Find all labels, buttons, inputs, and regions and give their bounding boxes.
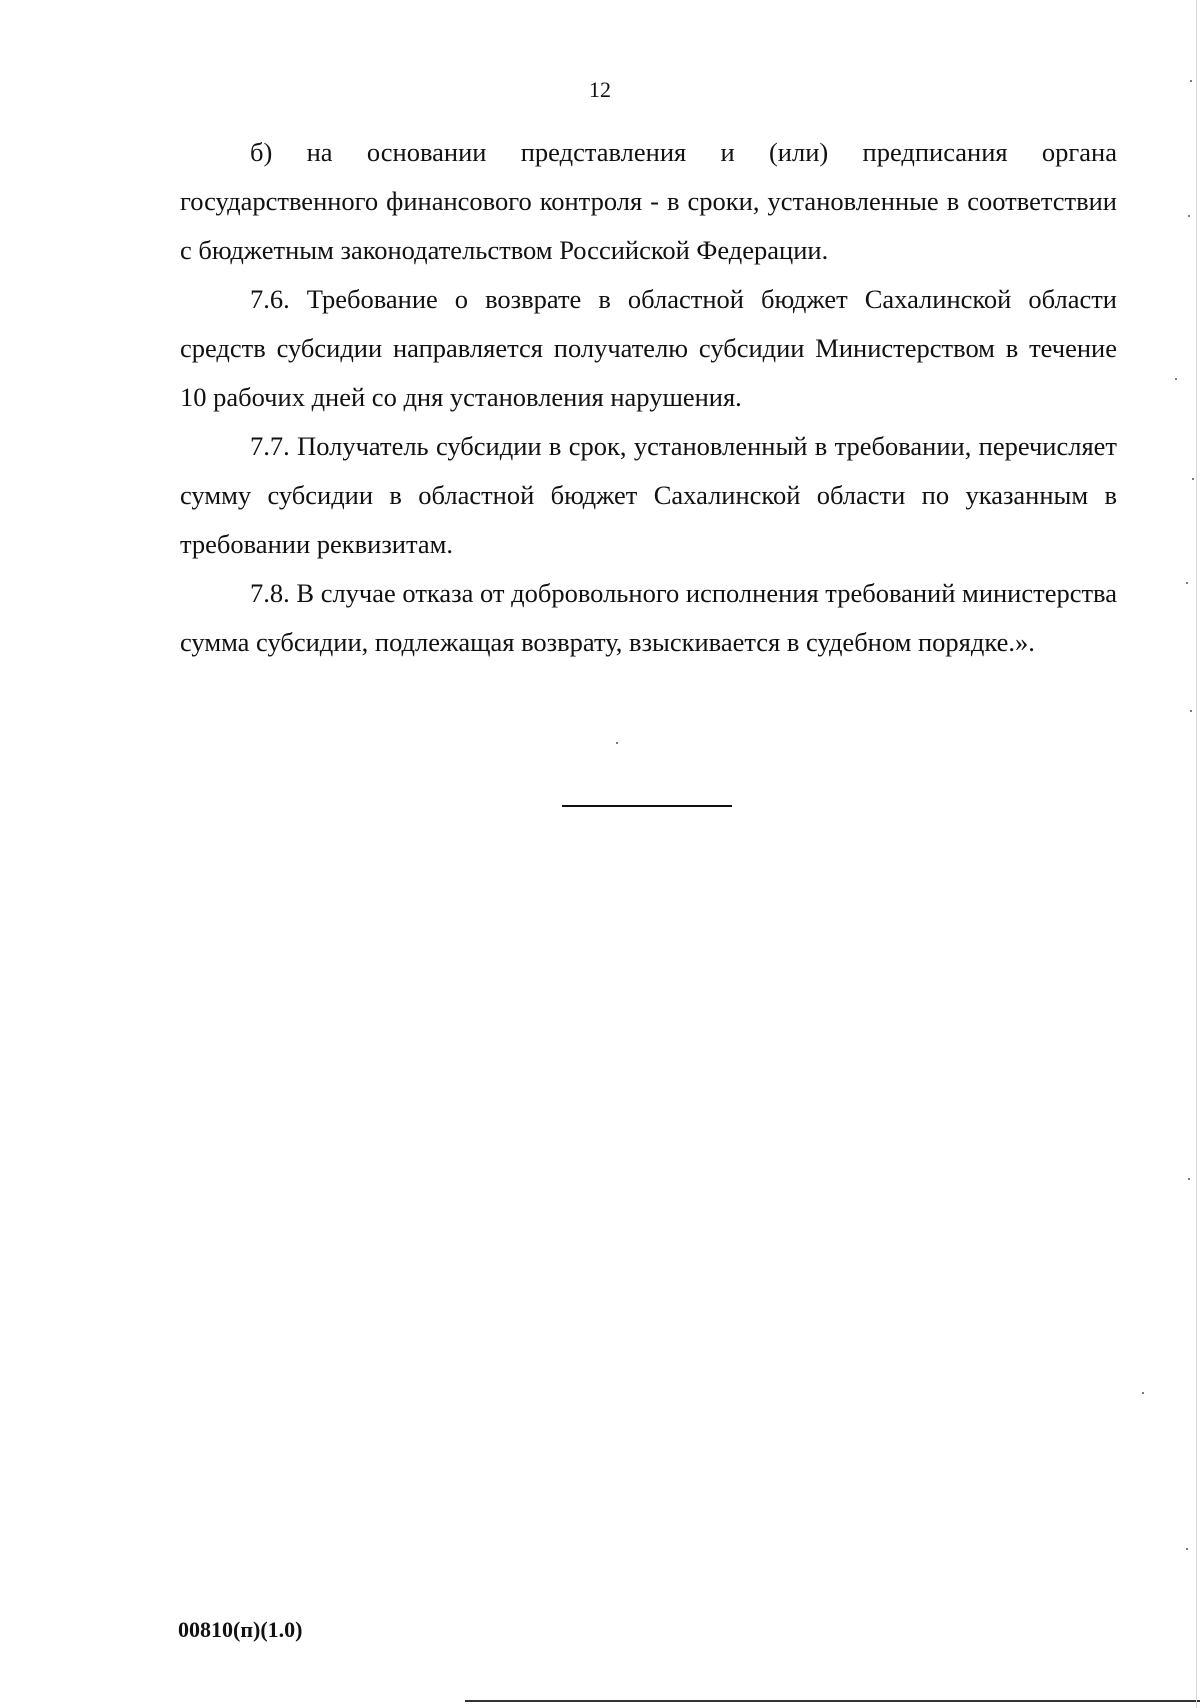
scan-speck — [616, 742, 618, 744]
scan-speck — [1186, 582, 1188, 584]
scan-right-edge — [1196, 0, 1197, 1708]
document-code: 00810(п)(1.0) — [178, 1617, 303, 1642]
scan-speck — [1190, 80, 1192, 82]
paragraph-7-6: 7.6. Требование о возврате в областной бюджет Сахалинской области средств субсидии направляется получателю субсидии Министерством в течение 10 рабочих дней со дня установления нарушения. — [180, 284, 1117, 412]
scan-speck — [1188, 1178, 1190, 1180]
page-number: 12 — [589, 77, 611, 102]
scan-speck — [1175, 378, 1177, 380]
paragraph-b: б) на основании представления и (или) предписания органа государственного финансового контроля - в сроки, установленные в соответствии с бюджетным законодательством Российской Федерации. — [180, 137, 1117, 265]
document-body — [180, 128, 1117, 667]
scan-bottom-edge — [465, 1700, 1200, 1702]
scan-speck — [1192, 478, 1194, 480]
scan-speck — [1190, 710, 1192, 712]
scan-speck — [1142, 1392, 1144, 1394]
paragraph-7-7: 7.7. Получатель субсидии в срок, установленный в требовании, перечисляет сумму субсидии в областной бюджет Сахалинской области по указанным в требовании реквизитам. — [180, 431, 1117, 559]
scan-speck — [1186, 1548, 1188, 1550]
closing-rule — [562, 805, 732, 807]
scan-speck — [1188, 215, 1190, 217]
paragraph-7-8: 7.8. В случае отказа от добровольного исполнения требований министерства сумма субсидии, подлежащая возврату, взыскивается в судебном порядке.». — [180, 578, 1117, 657]
